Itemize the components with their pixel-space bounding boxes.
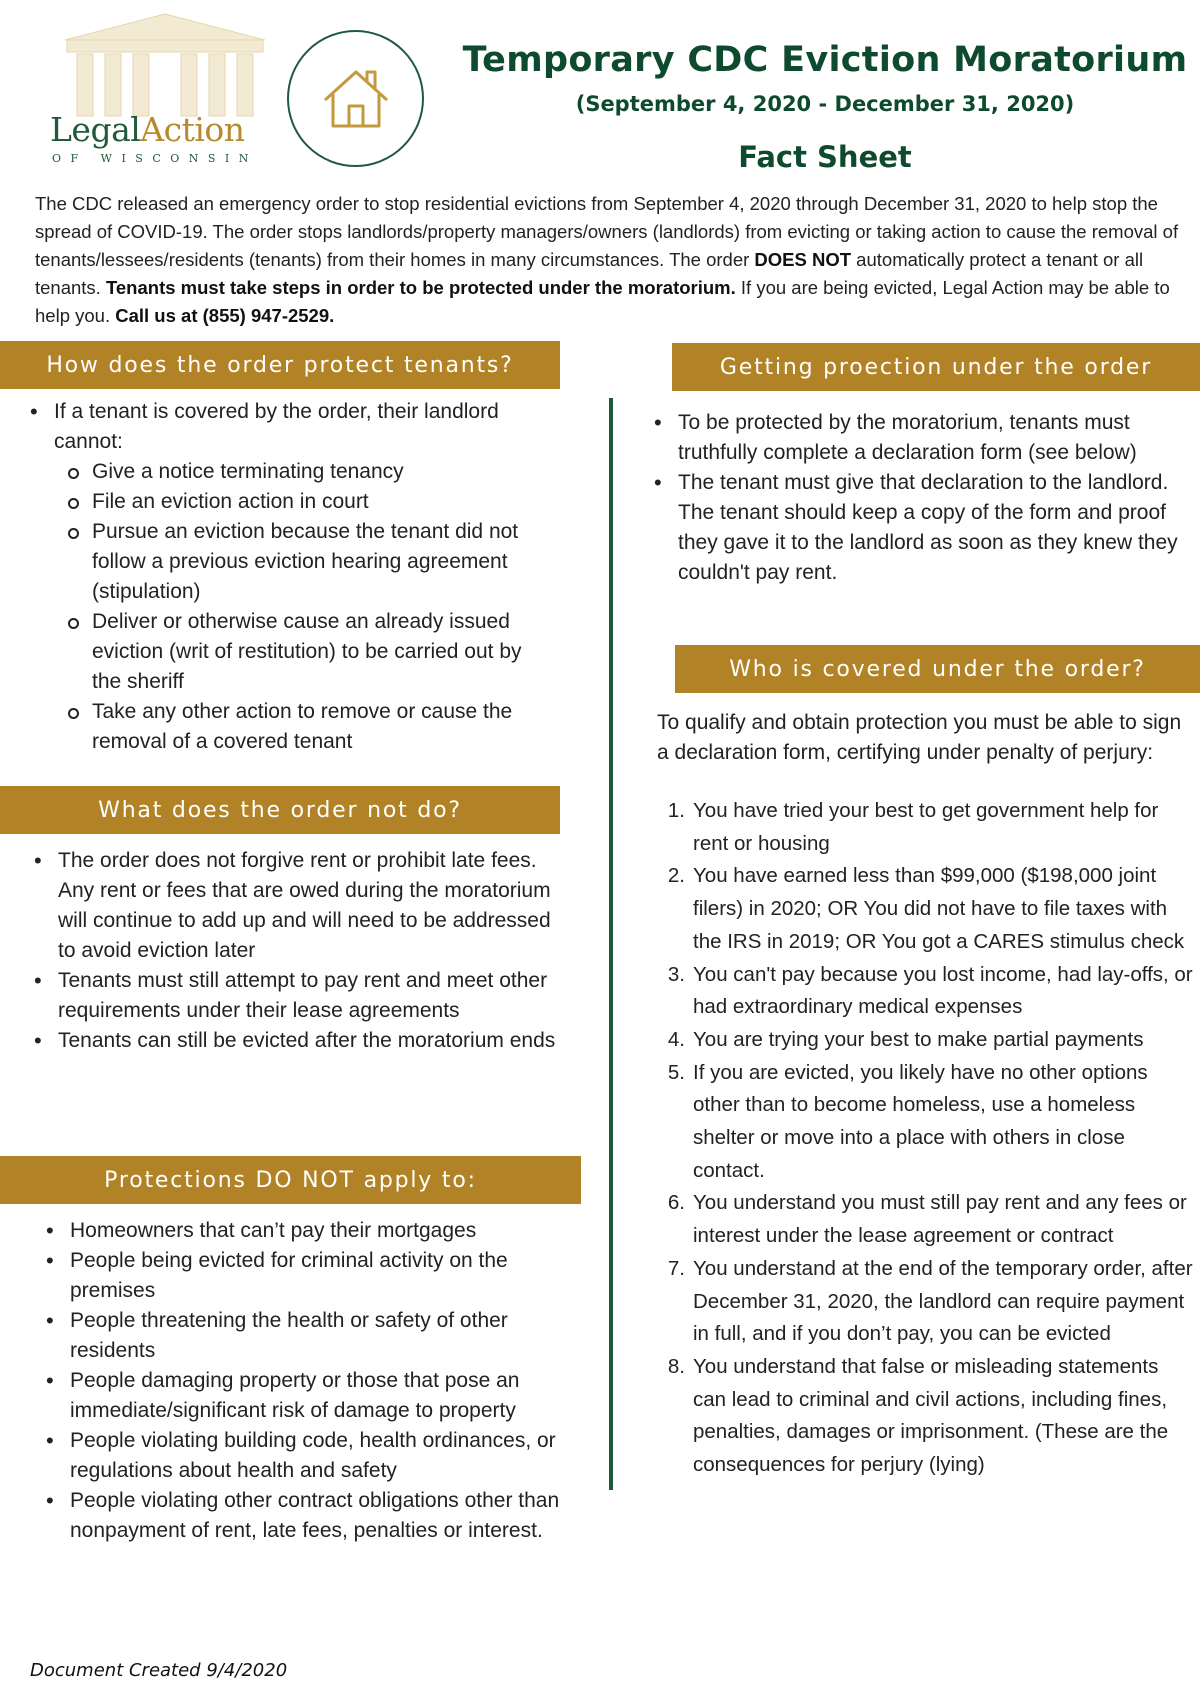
document-created-date: Document Created 9/4/2020 <box>30 1660 288 1681</box>
item-text: You can't pay because you lost income, had lay-offs, or had extraordinary medical expenses <box>693 962 1193 1019</box>
list-item: File an eviction action in court <box>64 487 556 517</box>
list-item: • The order does not forgive rent or prohibit late fees. Any rent or fees that are owed during the moratorium will continue to add up and will need to be addressed to avoid eviction later <box>30 846 560 966</box>
item-number: 3. <box>667 962 685 986</box>
intro-text-1: The CDC released an emergency order to stop residential evictions from September 4, 2020 through December 31, 2020 to help stop the spread of COVID-19. The order stops landlords/property managers/owners (landlords) from evicting or taking action to cause the removal of tenants/lessees/residents (tenants) from their homes in many circumstances. The order <box>35 193 1179 270</box>
list-item <box>663 860 1193 958</box>
protect-sublist <box>64 457 556 757</box>
intro-phone: Call us at (855) 947-2529. <box>115 305 335 326</box>
heading-covered: Who is covered under the order? <box>675 645 1200 693</box>
logo-wordmark <box>50 110 245 149</box>
item-text: You have earned less than $99,000 ($198,000 joint filers) in 2020; OR You did not have to file taxes with the IRS in 2019; OR You got a CARES stimulus check <box>693 864 1185 953</box>
list-item: • Homeowners that can’t pay their mortgages <box>42 1216 592 1246</box>
item-text: You understand at the end of the temporary order, after December 31, 2020, the landlord can require payment in full, and if you don’t pay, you can be evicted <box>693 1256 1193 1346</box>
list-item: • People violating building code, health ordinances, or regulations about health and safety <box>42 1426 592 1486</box>
courthouse-icon <box>45 10 285 120</box>
list-item: • Tenants must still attempt to pay rent and meet other requirements under their lease agreements <box>30 966 560 1026</box>
item-number: 6. <box>667 1191 685 1215</box>
list-item <box>663 1351 1193 1482</box>
covered-list <box>663 795 1193 1482</box>
intro-bold-1: DOES NOT <box>754 249 852 270</box>
intro-paragraph <box>35 190 1185 330</box>
item-text: You have tried your best to get government help for rent or housing <box>693 799 1159 855</box>
list-item <box>663 1253 1193 1351</box>
list-item <box>663 959 1193 1024</box>
list-item: Take any other action to remove or cause the removal of a covered tenant <box>64 697 556 757</box>
list-item: Give a notice terminating tenancy <box>64 457 556 487</box>
heading-not-apply: Protections DO NOT apply to: <box>0 1156 581 1204</box>
item-number: 8. <box>667 1354 685 1378</box>
not-apply-list <box>42 1216 592 1546</box>
protect-list <box>26 397 556 757</box>
list-item: Deliver or otherwise cause an already issued eviction (writ of restitution) to be carried out by the sheriff <box>64 607 556 697</box>
date-range: (September 4, 2020 - December 31, 2020) <box>575 92 1075 116</box>
intro-text-3: If you are being evicted, Legal Action may be able to help you. <box>35 277 1170 326</box>
list-item: • People violating other contract obligations other than nonpayment of rent, late fees, penalties or interest. <box>42 1486 592 1546</box>
covered-lead: To qualify and obtain protection you must be able to sign a declaration form, certifying under penalty of perjury: <box>657 711 1182 764</box>
list-item: • Tenants can still be evicted after the moratorium ends <box>30 1026 560 1056</box>
item-text: You are trying your best to make partial payments <box>693 1027 1144 1051</box>
house-emblem <box>287 30 424 167</box>
intro-bold-2: Tenants must take steps in order to be protected under the moratorium. <box>105 277 736 298</box>
list-item: • To be protected by the moratorium, tenants must truthfully complete a declaration form (see below) <box>650 408 1185 468</box>
list-item: • People threatening the health or safety of other residents <box>42 1306 592 1366</box>
house-icon <box>319 62 394 137</box>
not-do-list <box>30 846 560 1056</box>
logo-word-action: Action <box>140 110 245 149</box>
item-text: If you are evicted, you likely have no other options other than to become homeless, use a homeless shelter or move into a place with others in close contact. <box>693 1060 1148 1182</box>
item-number: 1. <box>667 799 685 822</box>
list-item: • People damaging property or those that pose an immediate/significant risk of damage to property <box>42 1366 592 1426</box>
logo-word-legal: Legal <box>50 110 141 149</box>
intro-text-2: automatically protect a tenant or all tenants. <box>35 249 1144 298</box>
list-item <box>663 1024 1193 1057</box>
list-item <box>663 1057 1193 1188</box>
document-type: Fact Sheet <box>738 140 912 174</box>
heading-not-do: What does the order not do? <box>0 786 560 834</box>
logo-subtitle: OF WISCONSIN <box>52 152 258 165</box>
getting-list <box>650 408 1185 588</box>
item-number: 2. <box>667 864 685 888</box>
item-text: You understand you must still pay rent and any fees or interest under the lease agreement or contract <box>693 1191 1187 1248</box>
column-divider <box>609 398 613 1490</box>
item-text: You understand that false or misleading statements can lead to criminal and civil actions, including fines, penalties, damages or imprisonment. (These are the consequences for perjury (lying) <box>693 1354 1169 1477</box>
item-number: 7. <box>667 1256 685 1280</box>
list-item: • People being evicted for criminal activity on the premises <box>42 1246 592 1306</box>
list-item <box>663 795 1193 860</box>
heading-getting: Getting proection under the order <box>672 343 1200 391</box>
item-number: 4. <box>667 1027 685 1051</box>
protect-lead: If a tenant is covered by the order, their landlord cannot: <box>54 400 499 453</box>
page-title: Temporary CDC Eviction Moratorium <box>462 40 1188 80</box>
list-item: Pursue an eviction because the tenant did not follow a previous eviction hearing agreement (stipulation) <box>64 517 556 607</box>
item-number: 5. <box>667 1060 685 1084</box>
heading-protect: How does the order protect tenants? <box>0 341 560 389</box>
list-item <box>663 1187 1193 1252</box>
list-item <box>26 397 556 757</box>
list-item: • The tenant must give that declaration to the landlord. The tenant should keep a copy of the form and proof they gave it to the landlord as soon as they knew they couldn't pay rent. <box>650 468 1185 588</box>
